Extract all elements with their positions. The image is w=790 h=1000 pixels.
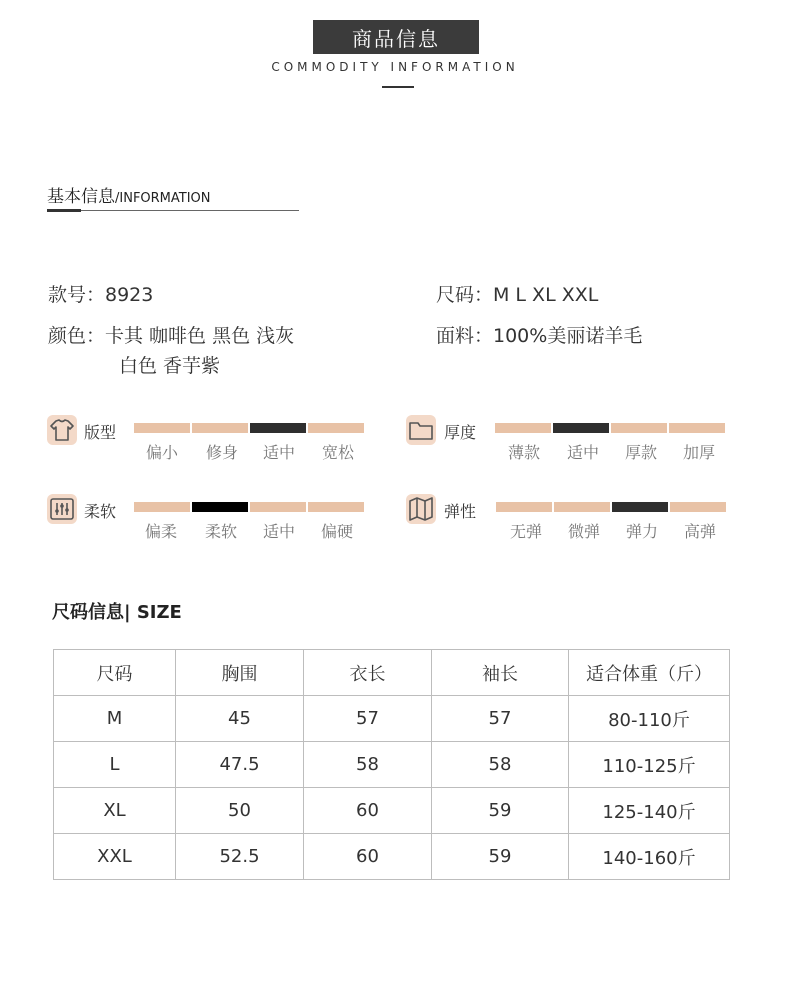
basic-info-heading-cn: 基本信息 xyxy=(47,187,115,207)
table-cell: L xyxy=(54,742,176,788)
thickness-option-1: 薄款 xyxy=(507,443,540,462)
table-header-cell: 衣长 xyxy=(304,650,432,696)
thickness-segment-1 xyxy=(495,423,551,433)
table-cell: 140-160斤 xyxy=(569,834,730,880)
thickness-option-2: 适中 xyxy=(566,443,599,462)
table-cell: XL xyxy=(54,788,176,834)
table-header-cell: 胸围 xyxy=(176,650,304,696)
softness-option-3: 适中 xyxy=(262,522,295,541)
thickness-segment-2-selected xyxy=(553,423,609,433)
size-list: 尺码：M L XL XXL xyxy=(436,284,599,306)
table-cell: 60 xyxy=(304,788,432,834)
sliders-icon xyxy=(47,494,77,528)
table-header-row xyxy=(54,650,730,696)
fabric: 面料：100%美丽诺羊毛 xyxy=(436,325,643,347)
size-table xyxy=(53,649,730,880)
elasticity-option-2: 微弹 xyxy=(567,522,600,541)
softness-label: 柔软 xyxy=(84,502,117,521)
table-cell: 47.5 xyxy=(176,742,304,788)
tshirt-icon xyxy=(47,415,77,449)
table-cell: 57 xyxy=(304,696,432,742)
style-number: 款号：8923 xyxy=(48,284,154,306)
fit-label: 版型 xyxy=(84,423,117,442)
basic-info-heading-en: /INFORMATION xyxy=(115,191,211,206)
fit-segment-2 xyxy=(192,423,248,433)
thickness-option-4: 加厚 xyxy=(682,443,715,462)
heading-divider-accent xyxy=(47,209,81,212)
table-cell: 58 xyxy=(432,742,569,788)
title-divider xyxy=(382,86,414,88)
table-cell: 59 xyxy=(432,788,569,834)
table-row xyxy=(54,742,730,788)
elasticity-option-3: 弹力 xyxy=(625,522,658,541)
softness-option-2: 柔软 xyxy=(204,522,237,541)
table-header-cell: 适合体重（斤） xyxy=(569,650,730,696)
fit-option-3: 适中 xyxy=(262,443,295,462)
softness-segment-4 xyxy=(308,502,364,512)
page-subtitle: COMMODITY INFORMATION xyxy=(271,60,519,74)
table-cell: XXL xyxy=(54,834,176,880)
table-cell: 45 xyxy=(176,696,304,742)
table-cell: 110-125斤 xyxy=(569,742,730,788)
table-cell: 125-140斤 xyxy=(569,788,730,834)
color-list-line1: 颜色：卡其 咖啡色 黑色 浅灰 xyxy=(48,325,295,347)
basic-info-heading xyxy=(47,182,211,207)
elasticity-segment-2 xyxy=(554,502,610,512)
table-cell: 57 xyxy=(432,696,569,742)
table-row xyxy=(54,788,730,834)
fit-segment-3-selected xyxy=(250,423,306,433)
elasticity-option-1: 无弹 xyxy=(509,522,542,541)
table-cell: 60 xyxy=(304,834,432,880)
color-list-line2: 白色 香芋紫 xyxy=(119,355,221,377)
heading-divider xyxy=(47,210,299,211)
table-header-cell: 尺码 xyxy=(54,650,176,696)
softness-segment-2-selected xyxy=(192,502,248,512)
table-cell: 52.5 xyxy=(176,834,304,880)
fit-segment-4 xyxy=(308,423,364,433)
elasticity-option-4: 高弹 xyxy=(683,522,716,541)
table-row xyxy=(54,834,730,880)
map-icon xyxy=(406,494,436,528)
fit-segment-1 xyxy=(134,423,190,433)
thickness-label: 厚度 xyxy=(444,423,477,442)
fit-option-4: 宽松 xyxy=(321,443,354,462)
softness-option-1: 偏柔 xyxy=(144,522,177,541)
elasticity-segment-3-selected xyxy=(612,502,668,512)
fit-option-1: 偏小 xyxy=(145,443,178,462)
folder-icon xyxy=(406,415,436,449)
table-cell: 50 xyxy=(176,788,304,834)
page-title: 商品信息 xyxy=(313,20,479,54)
table-header-cell: 袖长 xyxy=(432,650,569,696)
table-row xyxy=(54,696,730,742)
table-cell: M xyxy=(54,696,176,742)
table-cell: 80-110斤 xyxy=(569,696,730,742)
elasticity-segment-1 xyxy=(496,502,552,512)
elasticity-segment-4 xyxy=(670,502,726,512)
elasticity-label: 弹性 xyxy=(444,502,477,521)
table-cell: 59 xyxy=(432,834,569,880)
thickness-segment-4 xyxy=(669,423,725,433)
softness-option-4: 偏硬 xyxy=(320,522,353,541)
table-cell: 58 xyxy=(304,742,432,788)
size-info-heading: 尺码信息| SIZE xyxy=(52,602,182,623)
fit-option-2: 修身 xyxy=(205,443,238,462)
softness-segment-3 xyxy=(250,502,306,512)
softness-segment-1 xyxy=(134,502,190,512)
thickness-option-3: 厚款 xyxy=(624,443,657,462)
thickness-segment-3 xyxy=(611,423,667,433)
